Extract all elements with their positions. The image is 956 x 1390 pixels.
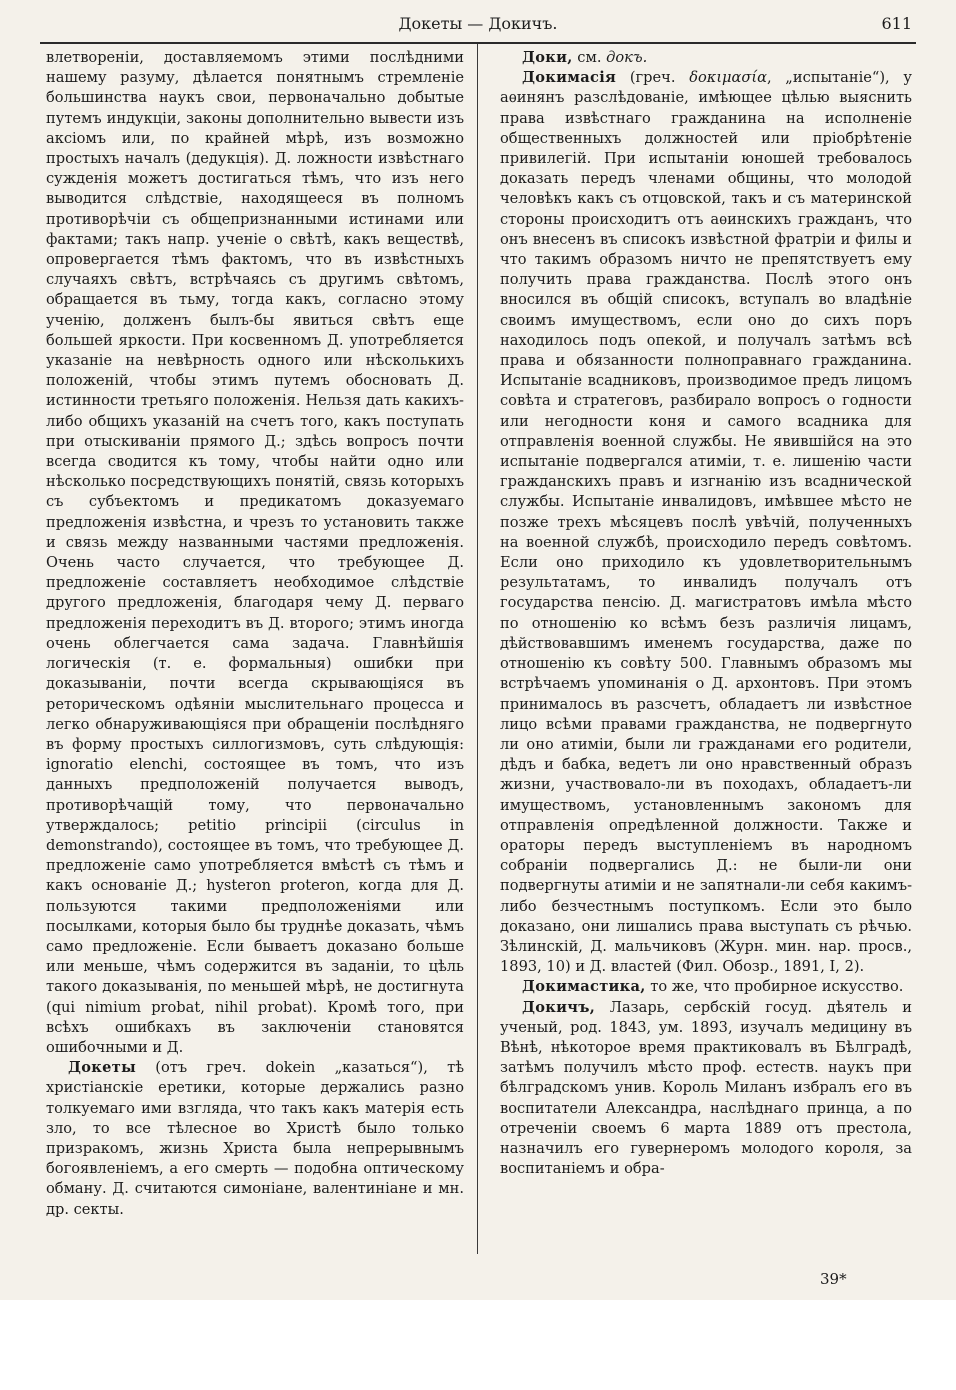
signature-mark: 39* [820,1270,847,1288]
headword-dokimasia: Докимасiя [522,69,617,87]
entry-dokimasia-body: , „испытанiе“), у аѳинянъ разслѣдованiе, имѣющее цѣлью выяснить права извѣстнаго гражданина на исполненiе общественныхъ должностей или прiобрѣтенiе привилегiй. При испытанiи юношей требовалось доказать передъ членами общины, что молодой человѣкъ какъ съ отцовской, такъ и съ материнской стороны происходитъ отъ аѳинскихъ гражданъ, что онъ внесенъ въ списокъ извѣстной фратрiи и филы и что такимъ образомъ ничто не препятствуетъ ему получить права гражданства. Послѣ этого онъ вносился въ общiй списокъ, вступалъ во владѣнiе своимъ имуществомъ, если оно до сихъ поръ находилось подъ опекой, и получалъ затѣмъ всѣ права и обязанности полноправнаго гражданина. Испытанiе всадниковъ, производимое предъ лицомъ совѣта и стратеговъ, разбирало вопросъ о годности или негодности коня и самого всадника для отправленiя военной службы. Не явившiйся на это испытанiе подвергался атимiи, т. е. лишенiю части гражданскихъ правъ и изгнанiю изъ всаднической службы. Испытанiе инвалидовъ, имѣвшее мѣсто не позже трехъ мѣсяцевъ послѣ увѣчiй, полученныхъ на военной службѣ, происходило передъ совѣтомъ. Если оно приходило къ удовлетворительнымъ результатамъ, то инвалидъ получалъ отъ государства пенсiю. Д. магистратовъ имѣла мѣсто по отношенiю ко всѣмъ безъ различiя лицамъ, дѣйствовавшимъ именемъ государства, даже по отношенiю къ совѣту 500. Главнымъ образомъ мы встрѣчаемъ упоминанiя о Д. архонтовъ. При этомъ принималось въ разсчетъ, обладаетъ ли извѣстное лицо всѣми правами гражданства, не подвергнуто ли оно атимiи, были ли гражданами его родители, дѣдъ и бабка, ведетъ ли оно нравственный образъ жизни, участвовало-ли въ походахъ, обладаетъ-ли имуществомъ, установленнымъ закономъ для отправленiя опредѣленной должности. Также и ораторы передъ выступленiемъ въ народномъ собранiи подвергались Д.: не были-ли они подвергнуты атимiи и не запятнали-ли себя какимъ-либо безчестнымъ поступкомъ. Если это было доказано, они лишались права выступать съ рѣчью. Зѣлинскiй, Д. мальчиковъ (Журн. мин. нар. просв., 1893, 10) и Д. властей (Фил. Обозр., 1891, I, 2). [500,69,913,976]
running-title: Докеты — Докичъ. [398,14,558,33]
headword-dokimastika: Докимастика, [522,978,646,996]
left-column [46,48,464,1220]
column-divider [477,44,478,1254]
entry-dokety [46,1058,464,1220]
entry-dokich-body: Лазарь, сербскiй госуд. дѣятель и ученый, род. 1843, ум. 1893, изучалъ медицину въ Вѣнѣ, нѣкоторое время практиковалъ въ Бѣлградѣ, затѣмъ получилъ мѣсто проф. естеств. наукъ при бѣлградскомъ унив. Король Миланъ избралъ его въ воспитатели Александра, наслѣднаго принца, а по отреченiи своемъ 6 марта 1889 отъ престола, назначилъ его гувернеромъ молодого короля, за воспитанiемъ и обра- [500,998,912,1178]
entry-doki-see: см. [572,49,607,66]
headword-doki: Доки, [522,49,573,66]
entry-dokimasia [500,68,912,977]
entry-dokimastika-body: то же, что пробирное искусство. [645,978,904,996]
entry-doki [500,48,912,68]
page-header [40,14,916,40]
entry-dokimasia-greek: δοκιμασία [689,69,767,87]
entry-dokich [500,998,912,1180]
page-number: 611 [881,14,912,33]
entry-dokety-body: (отъ греч. dokein „казаться“), тѣ христiанскiе еретики, которые держались разно толкуемаго ими взгляда, что такъ какъ матерiя есть зло, то все тѣлесное во Христѣ было только призракомъ, жизнь Христа была непрерывнымъ богоявленiемъ, а его смерть — подобна оптическому обману. Д. считаются симонiане, валентинiане и мн. др. секты. [46,1059,464,1218]
entry-dokimasia-greek-pre: (греч. [616,69,690,87]
headword-dokich: Докичъ, [522,998,596,1016]
headword-dokety: Докеты [68,1059,137,1077]
entry-doki-ref: докъ. [606,49,648,66]
header-rule [40,42,916,44]
continued-paragraph: влетворенiи, доставляемомъ этими послѣдними нашему разуму, дѣлается понятнымъ стремленiе большинства наукъ свои, первоначально добытые путемъ индукцiи, законы дополнительно вывести изъ аксiомъ или, по крайней мѣрѣ, изъ возможно простыхъ началъ (дедукцiя). Д. ложности извѣстнаго сужденiя можетъ достигаться тѣмъ, что изъ него выводится слѣдствiе, находящееся въ полномъ противорѣчiи съ общепризнанными истинами или фактами; такъ напр. ученiе о свѣтѣ, какъ веществѣ, опровергается тѣмъ фактомъ, что въ извѣстныхъ случаяхъ свѣтъ, встрѣчаясь съ другимъ свѣтомъ, обращается въ тьму, тогда какъ, согласно этому ученiю, долженъ былъ-бы явиться свѣтъ еще большей яркости. При косвенномъ Д. употребляется указанiе на невѣрность одного или нѣсколькихъ положенiй, чтобы этимъ путемъ обосновать Д. истинности третьяго положенiя. Нельзя дать какихъ-либо общихъ указанiй на счетъ того, какъ поступать при отыскиванiи прямого Д.; здѣсь вопросъ почти всегда сводится къ тому, чтобы найти одно или нѣсколько посредствующихъ понятiй, связь которыхъ съ субъектомъ и предикатомъ доказуемаго предложенiя извѣстна, и чрезъ то установить также и связь между названными частями предложенiя. Очень часто случается, что требующее Д. предложенiе составляетъ необходимое слѣдствiе другого предложенiя, благодаря чему Д. перваго предложенiя переходитъ въ Д. второго; этимъ иногда очень облегчается сама задача. Главнѣйшiя логическiя (т. е. формальныя) ошибки при доказыванiи, почти всегда скрывающiяся въ реторическомъ одѣянiи мыслительнаго процесса и легко обнаруживающiяся при обращенiи послѣдняго въ форму простыхъ силлогизмовъ, суть слѣдующiя: ignoratio elenchi, состоящее въ томъ, что изъ данныхъ предположенiй получается выводъ, противорѣчащiй тому, что первоначально утверждалось; petitio principii (circulus in demonstrando), состоящее въ томъ, что требующее Д. предложенiе само употребляется вмѣстѣ съ тѣмъ и какъ основанiе Д.; hysteron proteron, когда для Д. пользуются такими предположенiями или посылками, которыя было бы труднѣе доказать, чѣмъ само предложенiе. Если бываетъ доказано больше или меньше, чѣмъ содержится въ заданiи, то цѣль такого доказыванiя, по меньшей мѣрѣ, не достигнута (qui nimium probat, nihil probat). Кромѣ того, при всѣхъ ошибкахъ въ заключенiи становятся ошибочными и Д. [46,49,464,1056]
right-column [500,48,912,1179]
entry-dokimastika [500,977,912,997]
